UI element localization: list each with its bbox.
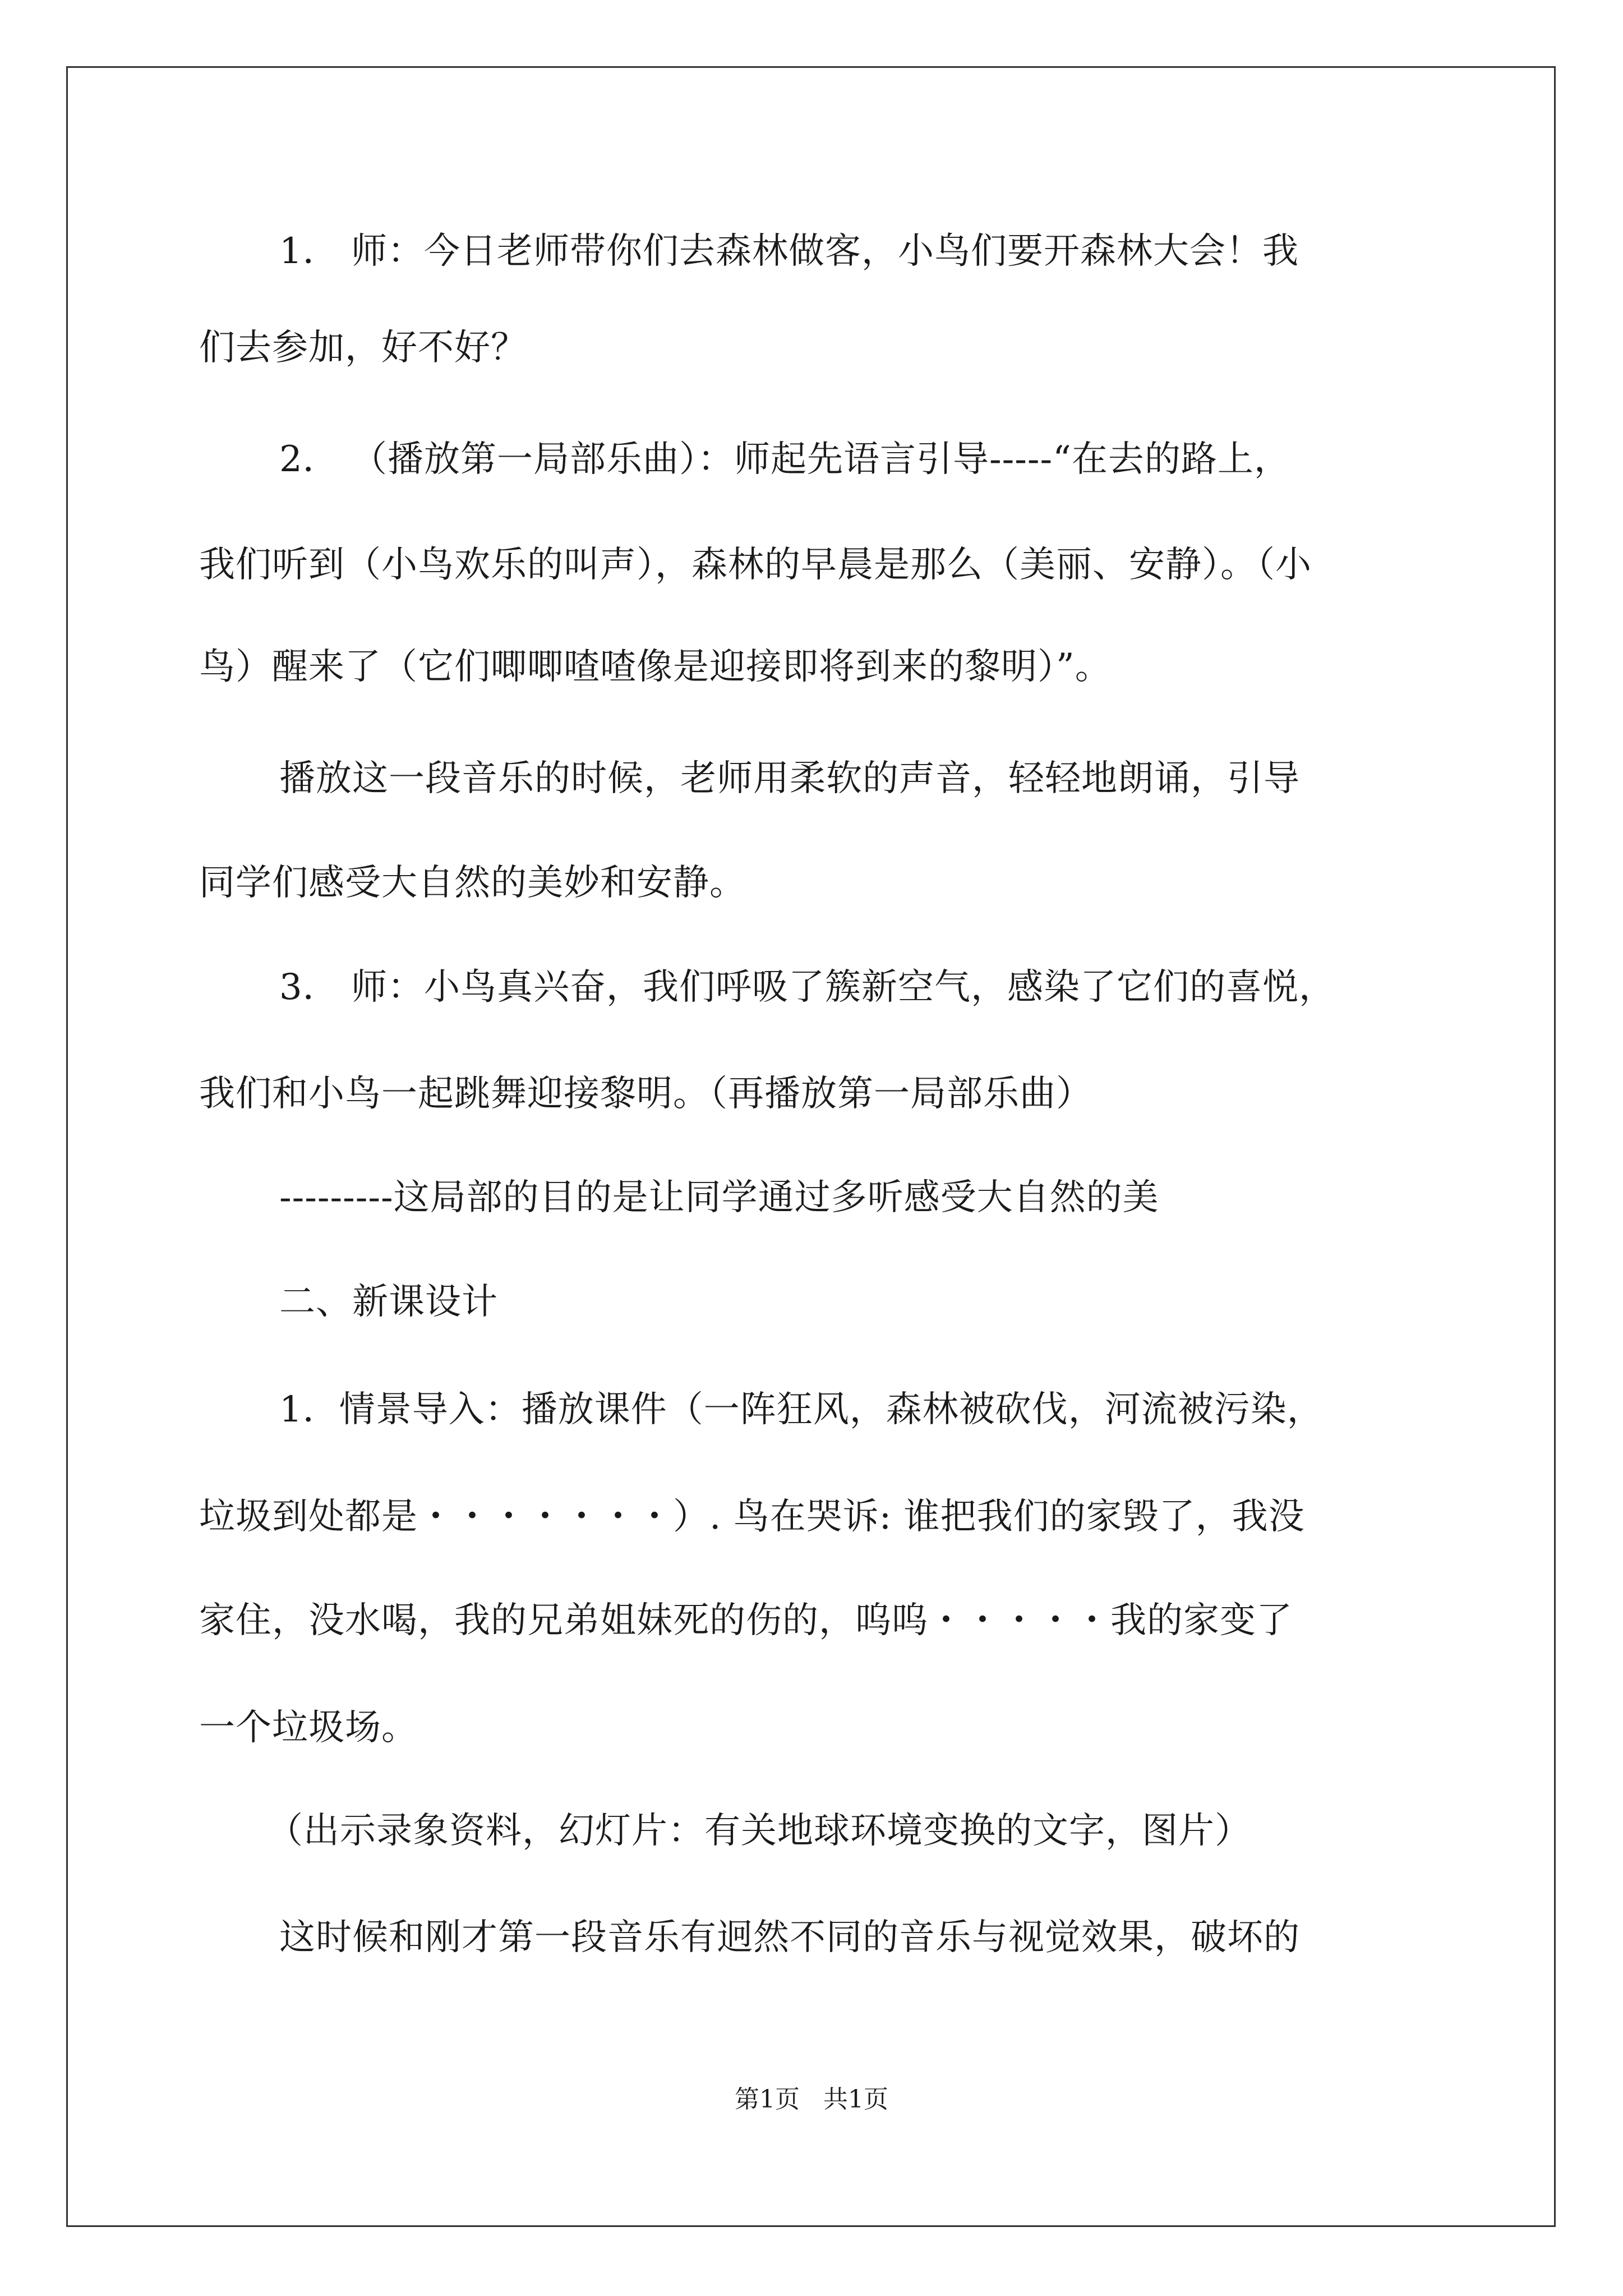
section-heading: 二、新课设计 — [279, 1281, 498, 1323]
text-line: 鸟）醒来了（它们唧唧喳喳像是迎接即将到来的黎明）”。 — [199, 646, 1112, 688]
text-line: 1． 师：今日老师带你们去森林做客，小鸟们要开森林大会！我 — [279, 231, 1299, 272]
text-line: 我们听到（小鸟欢乐的叫声），森林的早晨是那么（美丽、安静）。（小 — [199, 544, 1312, 586]
page-border — [66, 66, 1556, 2227]
text-line: 垃圾到处都是・・・・・・・）. 鸟在哭诉: 谁把我们的家毁了，我没 — [199, 1496, 1305, 1538]
text-line: 这时候和刚才第一段音乐有迥然不同的音乐与视觉效果，破坏的 — [279, 1917, 1300, 1958]
text-line: 我们和小鸟一起跳舞迎接黎明。（再播放第一局部乐曲） — [199, 1073, 1092, 1115]
text-line: 同学们感受大自然的美妙和安静。 — [199, 862, 746, 904]
text-line: 2． （播放第一局部乐曲）：师起先语言引导-----“在去的路上， — [279, 439, 1290, 480]
text-line: ---------这局部的目的是让同学通过多听感受大自然的美 — [279, 1177, 1159, 1218]
text-line: 一个垃圾场。 — [199, 1707, 418, 1749]
text-line: 播放这一段音乐的时候，老师用柔软的声音，轻轻地朗诵，引导 — [279, 758, 1300, 799]
text-line: 3． 师：小鸟真兴奋，我们呼吸了簇新空气，感染了它们的喜悦， — [279, 967, 1336, 1008]
text-line: （出示录象资料，幻灯片：有关地球环境变换的文字，图片） — [267, 1810, 1251, 1852]
text-line: 们去参加，好不好？ — [199, 327, 527, 369]
text-line: 1．情景导入：播放课件（一阵狂风，森林被砍伐，河流被污染， — [279, 1389, 1324, 1430]
page-footer: 第1页 共1页 — [735, 2085, 888, 2114]
text-line: 家住，没水喝，我的兄弟姐妹死的伤的，呜呜・・・・・我的家变了 — [199, 1600, 1293, 1641]
